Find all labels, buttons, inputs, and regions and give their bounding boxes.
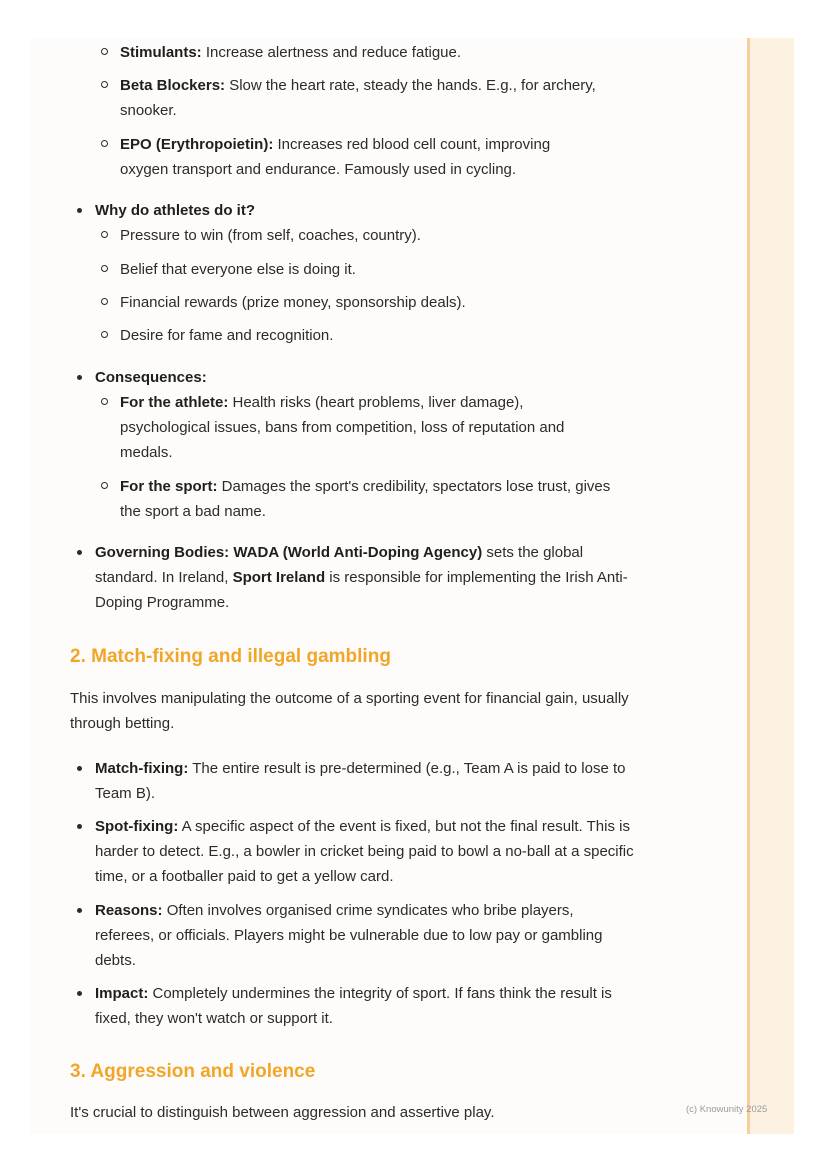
item-text: Financial rewards (prize money, sponsorship deals). bbox=[120, 294, 466, 311]
bullet-icon bbox=[77, 208, 82, 213]
term: EPO (Erythropoietin): bbox=[120, 136, 274, 153]
list-item bbox=[120, 323, 640, 348]
list-item bbox=[120, 73, 640, 123]
bullet-icon bbox=[77, 550, 82, 555]
watermark: (c) Knowunity 2025 bbox=[686, 1104, 768, 1115]
description: Slow the heart rate, steady the hands. E.g., for archery, snooker. bbox=[120, 77, 596, 119]
description: is responsible for implementing the Irish Anti-Doping Programme. bbox=[95, 569, 628, 611]
hollow-bullet-icon bbox=[101, 482, 108, 489]
term: For the athlete: bbox=[120, 394, 229, 411]
description: A specific aspect of the event is fixed, but not the final result. This is harder to detect. E.g., a bowler in cricket being paid to bowl a no-ball at a specific time, or a footballer paid to get a yellow card. bbox=[95, 818, 634, 885]
description: Damages the sport's credibility, spectators lose trust, gives the sport a bad name. bbox=[120, 478, 611, 520]
term: Beta Blockers: bbox=[120, 77, 226, 94]
hollow-bullet-icon bbox=[101, 231, 108, 238]
term: Sport Ireland bbox=[232, 569, 326, 586]
description: Increases red blood cell count, improving oxygen transport and endurance. Famously used in cycling. bbox=[120, 136, 551, 178]
term: Impact: bbox=[95, 985, 149, 1002]
hollow-bullet-icon bbox=[101, 140, 108, 147]
bullet-icon bbox=[77, 375, 82, 380]
section-heading: 3. Aggression and violence bbox=[70, 1061, 316, 1082]
item-text: Belief that everyone else is doing it. bbox=[120, 261, 356, 278]
description: Health risks (heart problems, liver damage), psychological issues, bans from competition, loss of reputation and medals. bbox=[120, 394, 565, 461]
list-item bbox=[95, 814, 635, 889]
item-text: Pressure to win (from self, coaches, country). bbox=[120, 227, 421, 244]
list-item bbox=[120, 132, 600, 182]
list-item bbox=[95, 365, 655, 390]
term: Match-fixing: bbox=[95, 760, 189, 777]
section-heading: 2. Match-fixing and illegal gambling bbox=[70, 646, 391, 667]
list-item bbox=[95, 898, 615, 973]
list-title: Why do athletes do it? bbox=[95, 202, 255, 219]
term: Governing Bodies: WADA (World Anti-Doping Agency) bbox=[95, 544, 483, 561]
description: The entire result is pre-determined (e.g., Team A is paid to lose to Team B). bbox=[95, 760, 626, 802]
bullet-icon bbox=[77, 991, 82, 996]
hollow-bullet-icon bbox=[101, 398, 108, 405]
description: Often involves organised crime syndicates who bribe players, referees, or officials. Players might be vulnerable due to low pay or gambling debts. bbox=[95, 902, 603, 969]
hollow-bullet-icon bbox=[101, 81, 108, 88]
list-item bbox=[120, 257, 640, 282]
term: Reasons: bbox=[95, 902, 163, 919]
hollow-bullet-icon bbox=[101, 265, 108, 272]
term: For the sport: bbox=[120, 478, 218, 495]
list-item bbox=[120, 474, 615, 524]
description: Increase alertness and reduce fatigue. bbox=[201, 44, 462, 61]
description: Completely undermines the integrity of sport. If fans think the result is fixed, they won't watch or support it. bbox=[95, 985, 612, 1027]
list-item bbox=[120, 40, 640, 65]
list-title: Consequences: bbox=[95, 369, 207, 386]
list-item bbox=[95, 981, 615, 1031]
list-item bbox=[120, 390, 610, 465]
bullet-icon bbox=[77, 908, 82, 913]
bullet-icon bbox=[77, 824, 82, 829]
hollow-bullet-icon bbox=[101, 298, 108, 305]
paragraph: This involves manipulating the outcome of a sporting event for financial gain, usually through betting. bbox=[70, 690, 629, 732]
hollow-bullet-icon bbox=[101, 331, 108, 338]
paragraph: It's crucial to distinguish between aggression and assertive play. bbox=[70, 1104, 495, 1121]
bullet-icon bbox=[77, 766, 82, 771]
list-item bbox=[95, 756, 635, 806]
item-text: Desire for fame and recognition. bbox=[120, 327, 334, 344]
list-item bbox=[95, 198, 655, 223]
term: Stimulants: bbox=[120, 44, 202, 61]
list-item bbox=[120, 290, 640, 315]
hollow-bullet-icon bbox=[101, 48, 108, 55]
list-item bbox=[95, 540, 640, 615]
term: Spot-fixing: bbox=[95, 818, 179, 835]
list-item bbox=[120, 223, 640, 248]
description: sets the global standard. In Ireland, bbox=[95, 544, 584, 586]
